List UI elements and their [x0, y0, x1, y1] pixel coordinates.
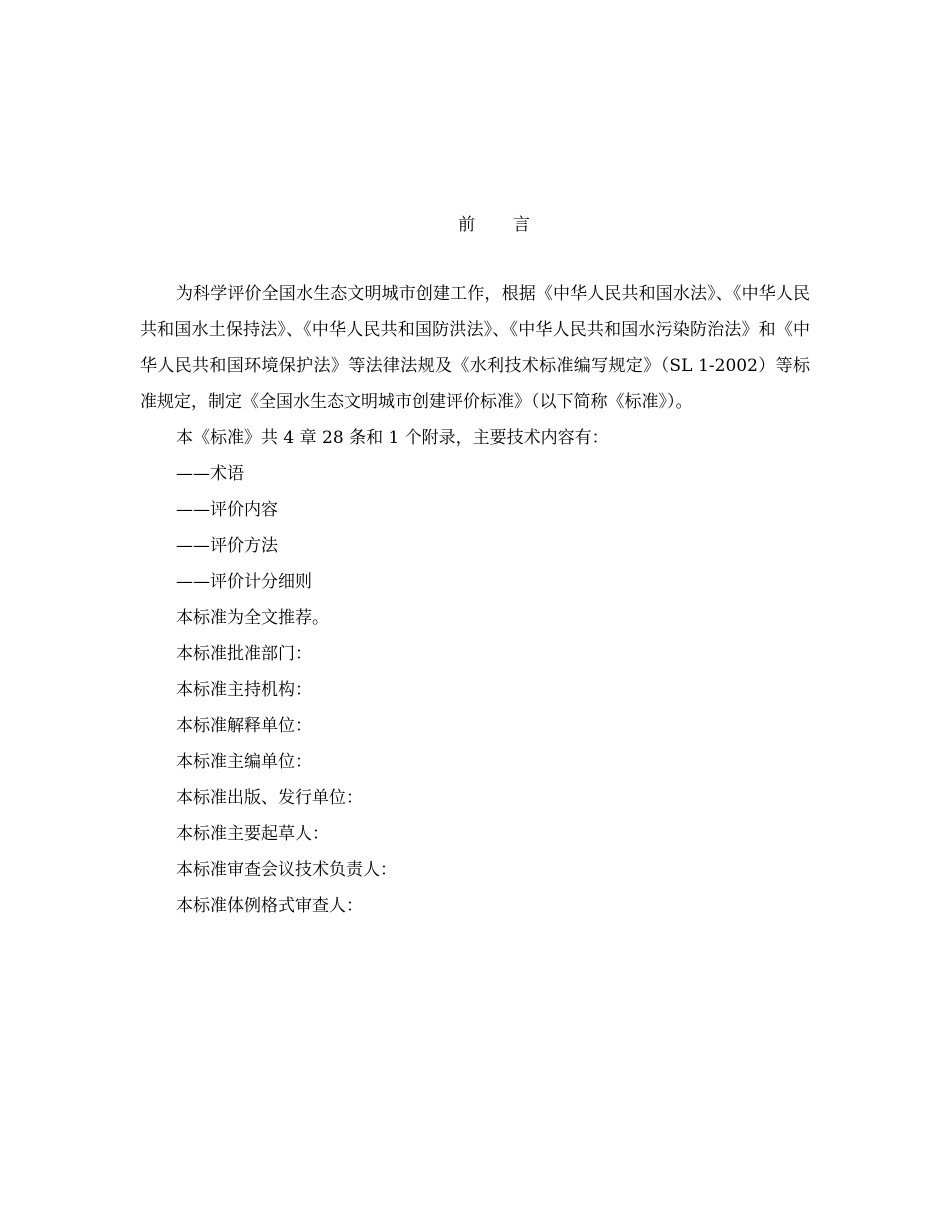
content-item-evaluation-method: ——评价方法: [176, 536, 278, 556]
info-line-publisher: 本标准出版、发行单位：: [176, 788, 363, 808]
title-part-2: 言: [513, 215, 530, 235]
info-line-presiding-organization: 本标准主持机构：: [176, 680, 312, 700]
content-item-scoring-rules: ——评价计分细则: [176, 572, 312, 592]
info-line-interpreting-unit: 本标准解释单位：: [176, 716, 312, 736]
info-line-main-drafters: 本标准主要起草人：: [176, 824, 329, 844]
content-item-evaluation-content: ——评价内容: [176, 500, 278, 520]
content-item-terms: ——术语: [176, 464, 244, 484]
document-body: [140, 276, 810, 924]
summary-line: 本《标准》共 4 章 28 条和 1 个附录，主要技术内容有：: [176, 428, 609, 448]
info-line-recommendation: 本标准为全文推荐。: [176, 608, 329, 628]
page-title: [0, 210, 950, 235]
info-line-approving-department: 本标准批准部门：: [176, 644, 312, 664]
info-line-chief-editor-unit: 本标准主编单位：: [176, 752, 312, 772]
title-part-1: 前: [458, 215, 475, 235]
info-line-review-technical-lead: 本标准审查会议技术负责人：: [176, 860, 397, 880]
intro-paragraph: 为科学评价全国水生态文明城市创建工作，根据《中华人民共和国水法》、《中华人民共和国水土保持法》、《中华人民共和国防洪法》、《中华人民共和国水污染防治法》和《中华人民共和国环境保护法》等法律法规及《水利技术标准编写规定》（SL 1-2002）等标准规定，制定《全国水生态文明城市创建评价标准》（以下简称《标准》）。: [140, 284, 810, 412]
info-line-format-reviewer: 本标准体例格式审查人：: [176, 896, 363, 916]
